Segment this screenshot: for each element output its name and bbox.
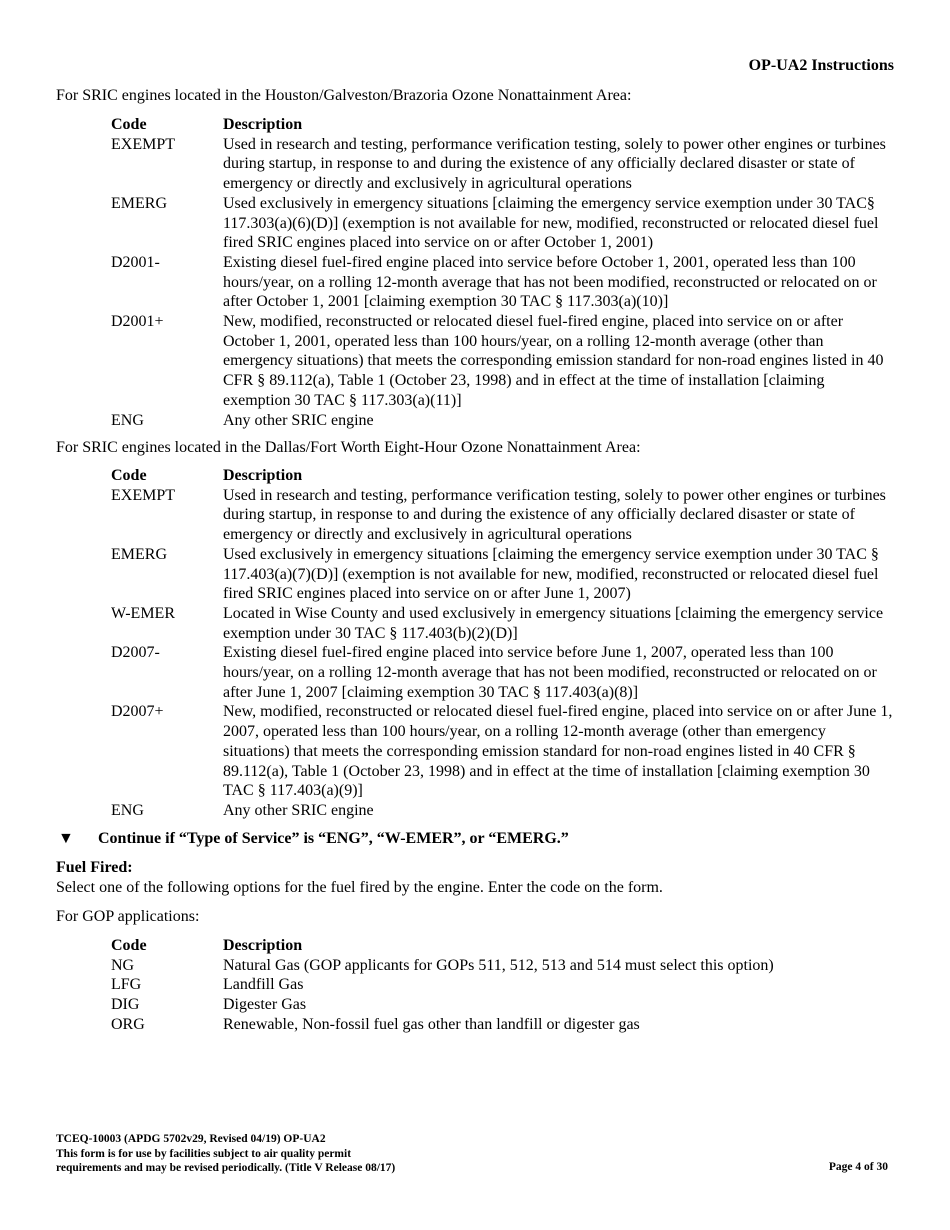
code-column-header: Code bbox=[111, 467, 147, 484]
fuel-fired-instruction: Select one of the following options for the fuel fired by the engine. Enter the code on the form. bbox=[56, 879, 663, 896]
continue-instruction bbox=[58, 830, 569, 848]
dallas-code-table bbox=[111, 466, 893, 821]
table-header-row bbox=[111, 115, 893, 135]
table-row bbox=[111, 604, 893, 643]
code-cell: ENG bbox=[111, 411, 144, 429]
footer-line-1: TCEQ-10003 (APDG 5702v29, Revised 04/19) OP-UA2 bbox=[56, 1133, 326, 1145]
code-cell: ORG bbox=[111, 1015, 145, 1033]
table-row bbox=[111, 312, 893, 411]
fuel-fired-heading: Fuel Fired: bbox=[56, 859, 133, 876]
code-cell: D2007- bbox=[111, 644, 160, 662]
footer-form-info bbox=[56, 1132, 395, 1176]
houston-code-table bbox=[111, 115, 893, 430]
description-cell: New, modified, reconstructed or relocated diesel fuel-fired engine, placed into service on or after October 1, 2001, operated less than 100 hours/year, on a rolling 12-month average (other than emergency situations) that meets the corresponding emission standard for non-road engines listed in 40 CFR § 89.112(a), Table 1 (October 23, 1998) and in effect at the time of installation [claiming exemption 30 TAC § 117.303(a)(11)] bbox=[223, 313, 884, 409]
code-cell: D2001+ bbox=[111, 313, 164, 331]
dallas-intro: For SRIC engines located in the Dallas/Fort Worth Eight-Hour Ozone Nonattainment Area: bbox=[56, 439, 641, 456]
description-cell: Located in Wise County and used exclusively in emergency situations [claiming the emergency service exemption under 30 TAC § 117.403(b)(2)(D)] bbox=[223, 604, 884, 642]
description-cell: Used in research and testing, performance verification testing, solely to power other engines or turbines during startup, in response to and during the existence of any officially declared disaster or state of emergency or directly and exclusively in agricultural operations bbox=[223, 486, 886, 544]
table-row bbox=[111, 643, 893, 702]
code-column-header: Code bbox=[111, 937, 147, 954]
continue-text: Continue if “Type of Service” is “ENG”, “W-EMER”, or “EMERG.” bbox=[98, 830, 569, 847]
code-cell: EMERG bbox=[111, 545, 167, 563]
table-row bbox=[111, 975, 893, 995]
description-cell: Used in research and testing, performance verification testing, solely to power other engines or turbines during startup, in response to and during the existence of any officially declared disaster or state of emergency or directly and exclusively in agricultural operations bbox=[223, 135, 886, 193]
description-cell: Used exclusively in emergency situations [claiming the emergency service exemption under 30 TAC§ 117.303(a)(6)(D)] (exemption is not available for new, modified, reconstructed or relocated diesel fuel fired SRIC engines placed into service on or after October 1, 2001) bbox=[223, 194, 879, 252]
code-cell: LFG bbox=[111, 976, 142, 994]
description-cell: Natural Gas (GOP applicants for GOPs 511, 512, 513 and 514 must select this option) bbox=[223, 956, 774, 974]
description-cell: Any other SRIC engine bbox=[223, 411, 374, 429]
table-row bbox=[111, 411, 893, 431]
triangle-down-icon: ▼ bbox=[58, 830, 74, 847]
table-header-row bbox=[111, 936, 893, 956]
houston-intro: For SRIC engines located in the Houston/Galveston/Brazoria Ozone Nonattainment Area: bbox=[56, 87, 632, 104]
description-cell: New, modified, reconstructed or relocated diesel fuel-fired engine, placed into service on or after June 1, 2007, operated less than 100 hours/year, on a rolling 12-month average (other than emergency situations) that meets the corresponding emission standard for non-road engines listed in 40 CFR § 89.112(a), Table 1 (October 23, 1998) and in effect at the time of installation [claiming exemption 30 TAC § 117.403(a)(9)] bbox=[223, 703, 893, 800]
footer-line-3: requirements and may be revised periodically. (Title V Release 08/17) bbox=[56, 1162, 396, 1174]
description-cell: Renewable, Non-fossil fuel gas other than landfill or digester gas bbox=[223, 1015, 640, 1033]
gop-intro: For GOP applications: bbox=[56, 908, 200, 925]
description-column-header: Description bbox=[223, 116, 303, 133]
fuel-code-table bbox=[111, 936, 893, 1035]
table-row bbox=[111, 194, 893, 253]
description-cell: Used exclusively in emergency situations [claiming the emergency service exemption under 30 TAC § 117.403(a)(7)(D)] (exemption is not available for new, modified, reconstructed or relocated diesel fuel fired SRIC engines placed into service on or after June 1, 2007) bbox=[223, 545, 879, 603]
description-column-header: Description bbox=[223, 467, 303, 484]
table-row bbox=[111, 135, 893, 194]
code-cell: EMERG bbox=[111, 194, 167, 212]
description-cell: Landfill Gas bbox=[223, 976, 304, 994]
table-row bbox=[111, 995, 893, 1015]
code-column-header: Code bbox=[111, 116, 147, 133]
table-row bbox=[111, 1015, 893, 1035]
code-cell: EXEMPT bbox=[111, 486, 175, 504]
code-cell: EXEMPT bbox=[111, 135, 175, 153]
description-cell: Any other SRIC engine bbox=[223, 801, 374, 819]
table-row bbox=[111, 253, 893, 312]
description-column-header: Description bbox=[223, 937, 303, 954]
code-cell: ENG bbox=[111, 801, 144, 819]
code-cell: DIG bbox=[111, 996, 140, 1014]
description-cell: Digester Gas bbox=[223, 996, 307, 1014]
table-row bbox=[111, 956, 893, 976]
code-cell: W-EMER bbox=[111, 604, 175, 622]
code-cell: D2007+ bbox=[111, 703, 164, 721]
page-number: Page 4 of 30 bbox=[828, 1161, 888, 1173]
table-header-row bbox=[111, 466, 893, 486]
page-header-title: OP-UA2 Instructions bbox=[748, 57, 894, 74]
footer-line-2: This form is for use by facilities subject to air quality permit bbox=[56, 1147, 352, 1160]
description-cell: Existing diesel fuel-fired engine placed into service before June 1, 2007, operated less than 100 hours/year, on a rolling 12-month average that has not been modified, reconstructed or relocated on or after June 1, 2007 [claiming exemption 30 TAC § 117.403(a)(8)] bbox=[223, 644, 877, 701]
table-row bbox=[111, 545, 893, 604]
code-cell: D2001- bbox=[111, 253, 160, 271]
code-cell: NG bbox=[111, 956, 135, 974]
table-row bbox=[111, 801, 893, 821]
table-row bbox=[111, 486, 893, 545]
table-row bbox=[111, 702, 893, 801]
description-cell: Existing diesel fuel-fired engine placed into service before October 1, 2001, operated less than 100 hours/year, on a rolling 12-month average that has not been modified, reconstructed or relocated on or after October 1, 2001 [claiming exemption 30 TAC § 117.303(a)(10)] bbox=[223, 253, 877, 311]
